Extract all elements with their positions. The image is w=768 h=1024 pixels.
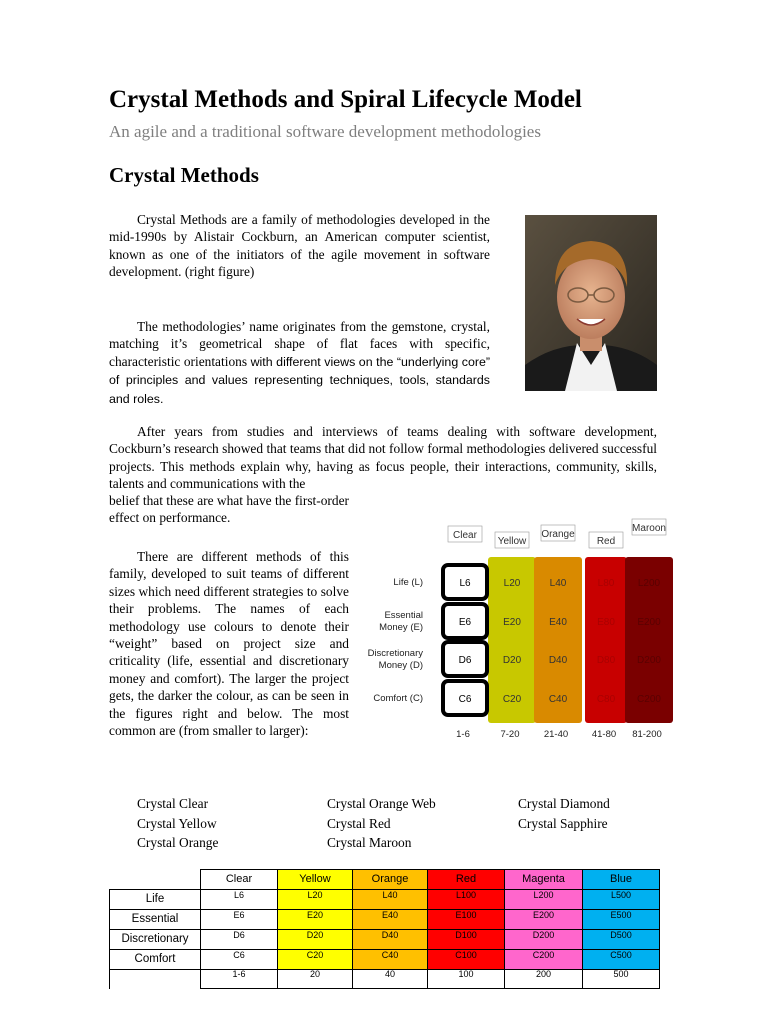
table-size-row [110, 969, 660, 989]
table-size-cell: 200 [505, 969, 583, 989]
cell-label: C40 [548, 694, 568, 705]
method-item: Crystal Yellow [137, 815, 217, 831]
cell-label: L40 [549, 578, 567, 589]
table-cell: L6 [201, 889, 278, 909]
table-cell: E6 [201, 909, 278, 929]
table-cell: L100 [428, 889, 505, 909]
method-item: Crystal Clear [137, 796, 209, 811]
table-header-blue: Blue [583, 870, 660, 890]
column-label: Orange [541, 529, 575, 540]
column-label: Clear [453, 530, 477, 541]
row-label-comfort: Comfort [110, 949, 201, 969]
cell-label: C200 [637, 694, 661, 705]
table-size-cell: 1-6 [201, 969, 278, 989]
cell-label: D200 [637, 655, 661, 666]
table-cell: D100 [428, 929, 505, 949]
row-label: Money (D) [378, 660, 423, 671]
table-cell: L500 [583, 889, 660, 909]
table-cell: L20 [278, 889, 353, 909]
table-cell: D200 [505, 929, 583, 949]
cell-label: D40 [548, 655, 568, 666]
cell-label: E40 [549, 617, 567, 628]
table-row [110, 909, 660, 929]
page-subtitle: An agile and a traditional software development methodologies [109, 122, 541, 141]
cell-label: C80 [596, 694, 616, 705]
table-cell: E500 [583, 909, 660, 929]
crystal-table [109, 869, 660, 989]
cell-label: L6 [459, 578, 471, 589]
page-title: Crystal Methods and Spiral Lifecycle Model [109, 86, 582, 113]
cell-label: E20 [503, 617, 521, 628]
table-cell: E20 [278, 909, 353, 929]
cell-label: E200 [637, 617, 661, 628]
cell-label: E80 [597, 617, 615, 628]
table-cell: C20 [278, 949, 353, 969]
method-item: Crystal Sapphire [518, 815, 608, 831]
table-cell: C6 [201, 949, 278, 969]
paragraph-name-origin-sans: with different views on the “underlying core” of principles and values representing techniques, tools, standards and roles. [109, 354, 490, 406]
row-label: Discretionary [367, 648, 423, 659]
column-label: Red [596, 536, 616, 547]
methods-column-1 [137, 794, 218, 853]
section-heading: Crystal Methods [109, 163, 259, 187]
paragraph-intro: Crystal Methods are a family of methodologies developed in the mid-1990s by Alistair Cockburn, an American computer scientist, known as one of the initiators of the agile movement in software development. (right figure) [109, 212, 490, 280]
row-label-essential: Essential [110, 909, 201, 929]
methods-column-3 [518, 794, 610, 833]
method-item: Crystal Orange Web [327, 796, 436, 811]
team-size-label: 41-80 [591, 729, 617, 740]
team-size-label: 1-6 [456, 729, 470, 740]
table-cell: D6 [201, 929, 278, 949]
table-cell: E40 [353, 909, 428, 929]
team-size-label: 21-40 [543, 729, 569, 740]
cell-label: L200 [637, 578, 661, 589]
cell-label: L20 [503, 578, 521, 589]
table-row [110, 929, 660, 949]
cell-label: E6 [458, 617, 472, 628]
row-label: Money (E) [379, 622, 423, 633]
table-size-cell: 500 [583, 969, 660, 989]
table-header-red: Red [428, 870, 505, 890]
portrait-photo [525, 215, 657, 391]
method-item: Crystal Orange [137, 835, 219, 850]
column-label: Maroon [632, 523, 666, 534]
table-size-spacer [110, 969, 201, 989]
table-cell: D40 [353, 929, 428, 949]
team-size-label: 7-20 [500, 729, 520, 740]
method-item: Crystal Red [327, 815, 391, 831]
table-row [110, 889, 660, 909]
table-cell: E200 [505, 909, 583, 929]
paragraph-research: After years from studies and interviews of teams dealing with software development, Cockburn’s research showed that teams that did not follow formal methodologies delivered successful projects. This methods explain why, having as focus people, their interactions, community, skills, talents and communications with the [109, 424, 657, 492]
row-label: Essential [384, 610, 423, 621]
cell-label: D6 [458, 655, 472, 666]
paragraph-family: There are different methods of this family, developed to suit teams of different sizes which need different strategies to solve their problems. The names of each methodology use colours to denote their “weight” based on project size and criticality (life, essential and discretionary money and comfort). The larger the project gets, the darker the colour, as can be seen in the figures right and below. The most common are (from smaller to larger): [109, 549, 349, 739]
paragraph-name-origin [109, 318, 490, 408]
paragraph-research-tail: belief that these are what have the first-order effect on performance. [109, 493, 349, 526]
methods-column-2 [327, 794, 436, 853]
cell-label: C20 [502, 694, 522, 705]
row-label-life: Life [110, 889, 201, 909]
table-row [110, 949, 660, 969]
table-cell: C100 [428, 949, 505, 969]
table-cell: D500 [583, 929, 660, 949]
table-size-cell: 40 [353, 969, 428, 989]
row-label: Life (L) [393, 577, 423, 588]
column-label: Yellow [497, 536, 527, 547]
table-header-row [110, 870, 660, 890]
cell-label: D80 [596, 655, 616, 666]
row-label: Comfort (C) [373, 693, 423, 704]
table-corner [110, 870, 201, 890]
table-size-cell: 100 [428, 969, 505, 989]
table-cell: C200 [505, 949, 583, 969]
crystal-chart [357, 513, 675, 745]
cell-label: C6 [458, 694, 472, 705]
paragraph-name-origin-serif: The methodologies’ name originates from the gemstone, crystal, matching it’s geometrical shape of flat faces with specific, characteristic orientations [109, 319, 490, 369]
table-cell: E100 [428, 909, 505, 929]
cell-label: L80 [597, 578, 615, 589]
table-size-cell: 20 [278, 969, 353, 989]
cell-label: D20 [502, 655, 522, 666]
table-header-orange: Orange [353, 870, 428, 890]
table-header-yellow: Yellow [278, 870, 353, 890]
team-size-label: 81-200 [632, 729, 662, 740]
table-cell: D20 [278, 929, 353, 949]
table-cell: L40 [353, 889, 428, 909]
table-cell: C500 [583, 949, 660, 969]
row-label-discretionary: Discretionary [110, 929, 201, 949]
table-cell: L200 [505, 889, 583, 909]
method-item: Crystal Maroon [327, 835, 412, 850]
table-cell: C40 [353, 949, 428, 969]
method-item: Crystal Diamond [518, 796, 610, 811]
table-header-clear: Clear [201, 870, 278, 890]
table-header-magenta: Magenta [505, 870, 583, 890]
